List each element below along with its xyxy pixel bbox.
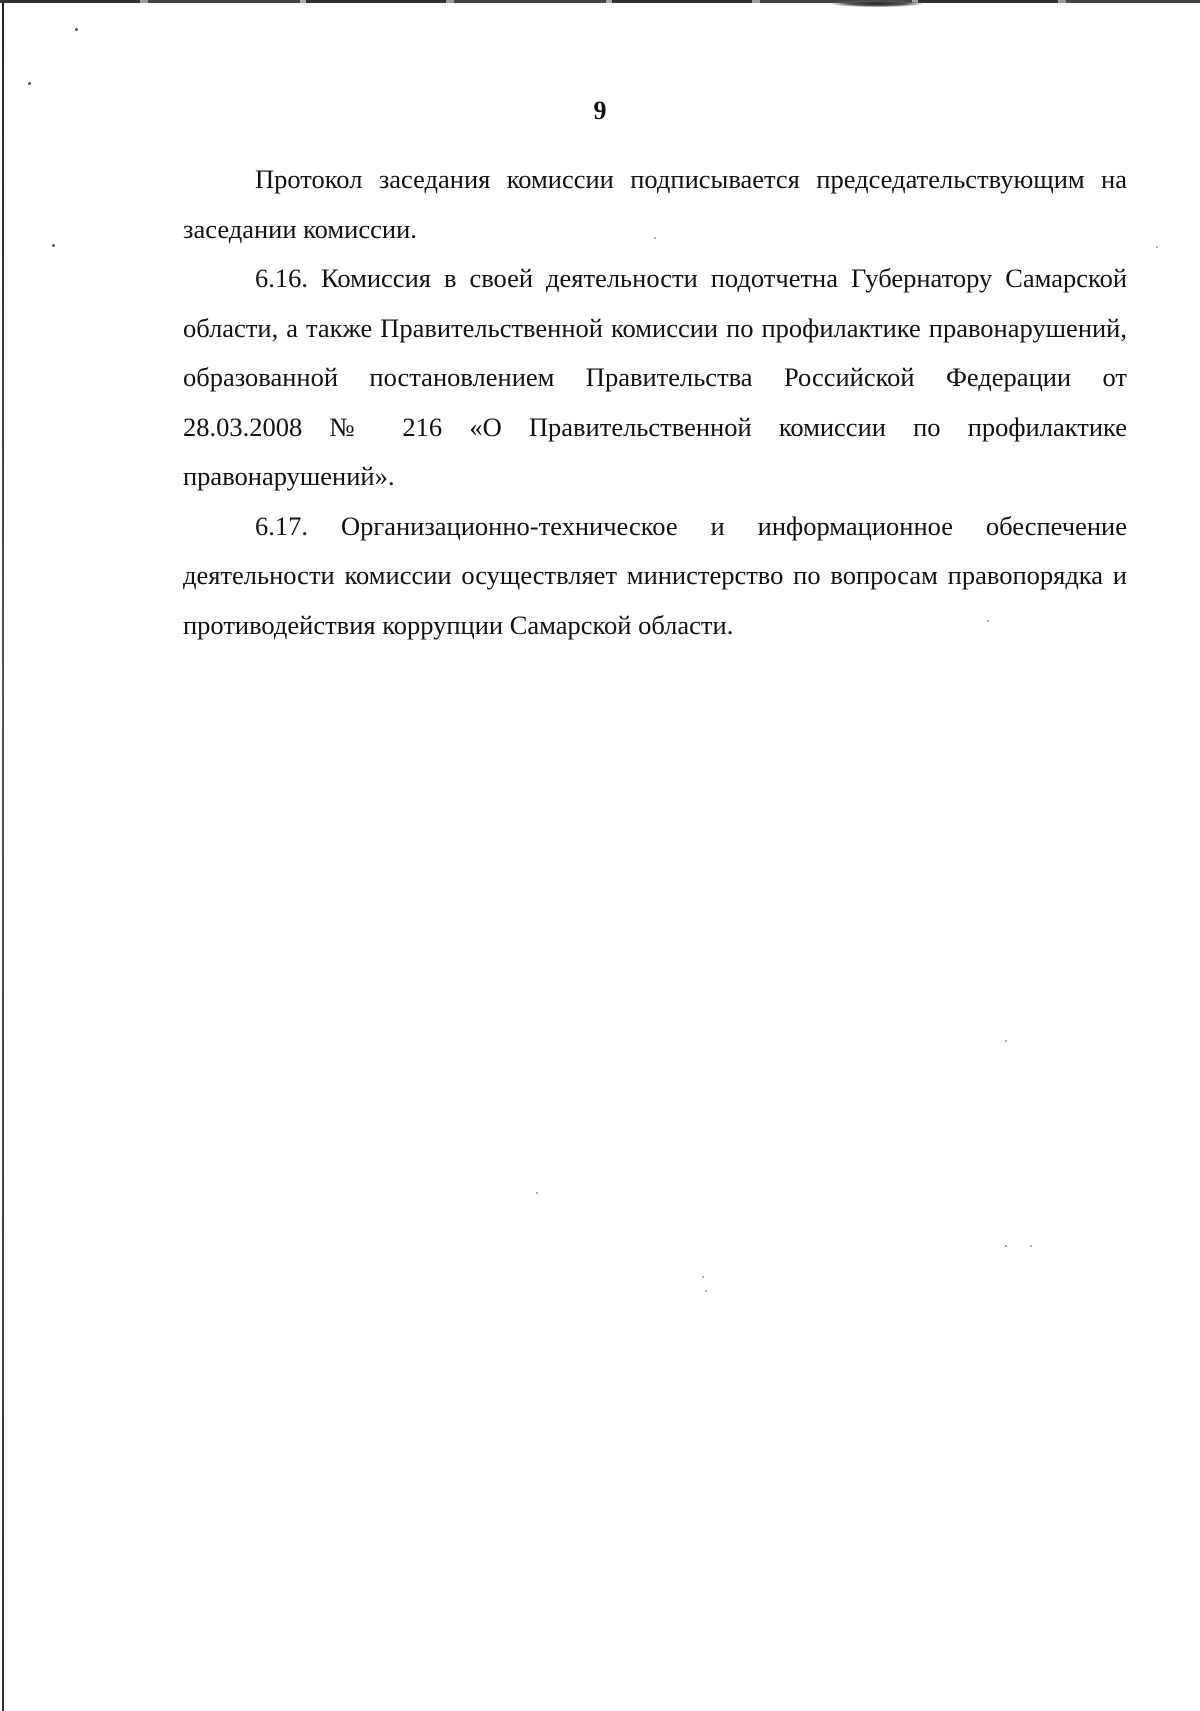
scan-artifact: [832, 0, 922, 7]
scan-speck: [1156, 246, 1158, 248]
scan-edge-left: [2, 0, 4, 1711]
scan-speck: [1005, 1040, 1007, 1042]
paragraph-protocol: Протокол заседания комиссии подписывается председательствующим на заседании комиссии.: [183, 164, 1127, 244]
scan-speck: [536, 1192, 538, 1194]
scan-speck: [1030, 1245, 1032, 1247]
paragraph-6-16: 6.16. Комиссия в своей деятельности подотчетна Губернатору Самарской области, а также Правительственной комиссии по профилактике правонарушений, образованной постановлением Правительства Российской Федерации от 28.03.2008 № 216 «О Правительственной комиссии по профилактике правонарушений».: [183, 263, 1127, 491]
document-body: [183, 155, 1127, 650]
scan-edge-top: [0, 0, 1200, 3]
scan-speck: [28, 82, 31, 85]
page-number: 9: [593, 96, 607, 125]
scan-speck: [1005, 1245, 1007, 1247]
paragraph-6-17: 6.17. Организационно-техническое и информационное обеспечение деятельности комиссии осуществляет министерство по вопросам правопорядка и противодействия коррупции Самарской области.: [183, 510, 1127, 640]
scan-speck: [705, 1290, 707, 1292]
scan-speck: [75, 28, 78, 31]
scan-speck: [702, 1276, 704, 1278]
scan-speck: [52, 244, 55, 247]
